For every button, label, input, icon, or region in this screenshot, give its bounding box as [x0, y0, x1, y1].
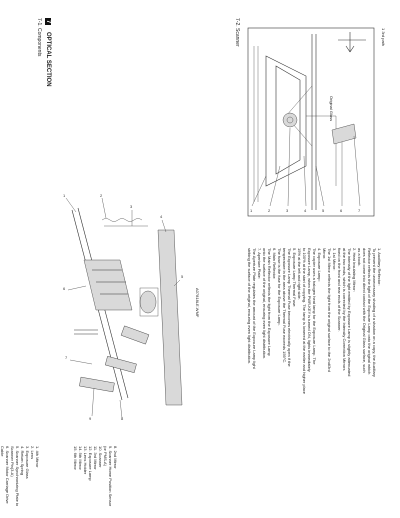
description-line: 7. Aperture Plate:	[257, 248, 262, 279]
callout-3: 3	[130, 204, 133, 209]
scanner-callout-7: 7	[358, 208, 361, 213]
legend-item: Scanner Pin(3-A)	[10, 446, 15, 477]
description-line: The Aperture Plate regulates the amount of the Exposure Lamp light	[252, 248, 257, 369]
description-line: Mirror.	[322, 248, 327, 260]
description-line: To prevent the unnecessary shading of a shadow on a copy, the Auxiliary	[372, 248, 377, 377]
description-line: The Exposure Lamp Thermal Fuse becomes electrically open if the	[287, 248, 292, 367]
legend-item: 11. 3rd Mirror	[93, 446, 98, 470]
description-line: at the two ends, which is corrected by the Intensity Correction Mirrors	[342, 248, 347, 371]
description-line: 1. Auxiliary Reflector:	[377, 248, 382, 286]
callout-2: 2	[100, 193, 103, 198]
scanner-callout-2: 2	[268, 208, 271, 213]
figure-reference: A07818LE.WMF	[195, 288, 200, 318]
callout-6: 6	[63, 286, 66, 291]
scanner-callout-3: 3	[286, 208, 289, 213]
legend-item: 14. 5th Mirror	[78, 446, 83, 470]
light-path-arrow-label: 1 3rd path	[381, 28, 386, 47]
description-line: 5. Exposure Lamp Thermal Fuse:	[292, 248, 297, 308]
description-line: 15% at the left and right side.	[297, 248, 302, 300]
description-line: 6. Main Reflector:	[272, 248, 277, 280]
section-number-box: 7	[45, 20, 51, 24]
components-diagram	[62, 190, 190, 420]
section-title: OPTICAL SECTION	[45, 32, 51, 87]
components-subheading: 7-1. Components	[36, 18, 42, 57]
description-line: striking the surface of the original, ensuring even light distribution.	[247, 248, 252, 365]
legend-item: Cable	[0, 446, 5, 457]
scanner-callout-1: 1	[250, 208, 253, 213]
description-line: temperature in the area above the Thermal Fuse exceeds 159°C.	[282, 248, 287, 364]
scanner-callout-6: 6	[340, 208, 343, 213]
legend-item: 13. Lens Holder	[83, 446, 88, 475]
legend-item: 6. Scanner Motor Carriage Drive	[5, 446, 10, 504]
callout-4: 4	[160, 214, 163, 219]
callout-7: 7	[65, 355, 68, 360]
legend-column-b	[73, 446, 118, 506]
scanner-description-list	[247, 248, 382, 394]
callout-5: 5	[181, 274, 184, 279]
scanner-callout-4: 4	[304, 208, 307, 213]
description-line: Exposure Lamp, when the PWR-KEY is turned ON, lights immediately	[307, 248, 312, 372]
legend-column-a	[0, 446, 40, 506]
legend-item: 8. 2nd Mirror	[113, 446, 118, 469]
description-line: does not come into direct contact with the Original Glass surface, such	[362, 248, 367, 373]
scanner-subheading: 7-2. Scanner	[234, 18, 240, 47]
legend-item: 4. Return Spring	[20, 446, 25, 476]
description-line: to 100% at the start of copying. The lamp is lowered at the earlier and higher place	[302, 248, 307, 395]
callout-8: 8	[121, 416, 124, 420]
legend-item: 10. Scanner	[98, 446, 103, 468]
original-glass-label: Original Glass	[329, 96, 334, 122]
legend-item: 12. Exposure Lamp	[88, 446, 93, 481]
description-line: as a book.	[357, 248, 362, 267]
legend-item: 9. Scanner Home Position Sensor	[108, 446, 113, 507]
description-line: 2. Heat Insulating Mirror:	[352, 248, 357, 292]
description-line: The fuse is the fuse for the Exposure Lamp.	[277, 248, 282, 326]
description-line: The intensity of the light emitted by Exposure Lamp is slightly attenuated	[347, 248, 352, 377]
description-line: onto the surface of the original, ensuring even light distribution.	[262, 248, 267, 360]
legend-item: 3. Exposure Glass	[25, 446, 30, 479]
description-line: 3. 1st Mirror:	[332, 248, 337, 271]
description-line: fixed on the front and rear ends of the Scanner.	[337, 248, 342, 332]
legend-item: 1. 4th Mirror	[35, 446, 40, 468]
legend-item: 15. 6th Mirror	[73, 446, 78, 470]
description-line: The 1st Mirror reflects the light from the original surface to the 2nd/3rd	[327, 248, 332, 372]
description-line: The copier uses a halogen heat lamp for the Exposure Lamp. The	[312, 248, 317, 365]
description-line: The Main Reflector reflects the light from the Exposure Lamp	[267, 248, 272, 356]
callout-9: 9	[89, 416, 92, 420]
legend-item: 5. Scanner Synchronizing Plate to	[15, 446, 20, 507]
scanner-callout-5: 5	[322, 208, 325, 213]
legend-item: (or PMS-A)	[103, 446, 108, 466]
description-line: 4. Exposure Lamp:	[317, 248, 322, 282]
scanner-diagram	[246, 26, 376, 218]
callout-1: 1	[63, 193, 66, 198]
description-line: Reflector reflects the light of the Exposure Lamp onto the original which	[367, 248, 372, 375]
legend-item: 2. Lens	[30, 446, 35, 460]
